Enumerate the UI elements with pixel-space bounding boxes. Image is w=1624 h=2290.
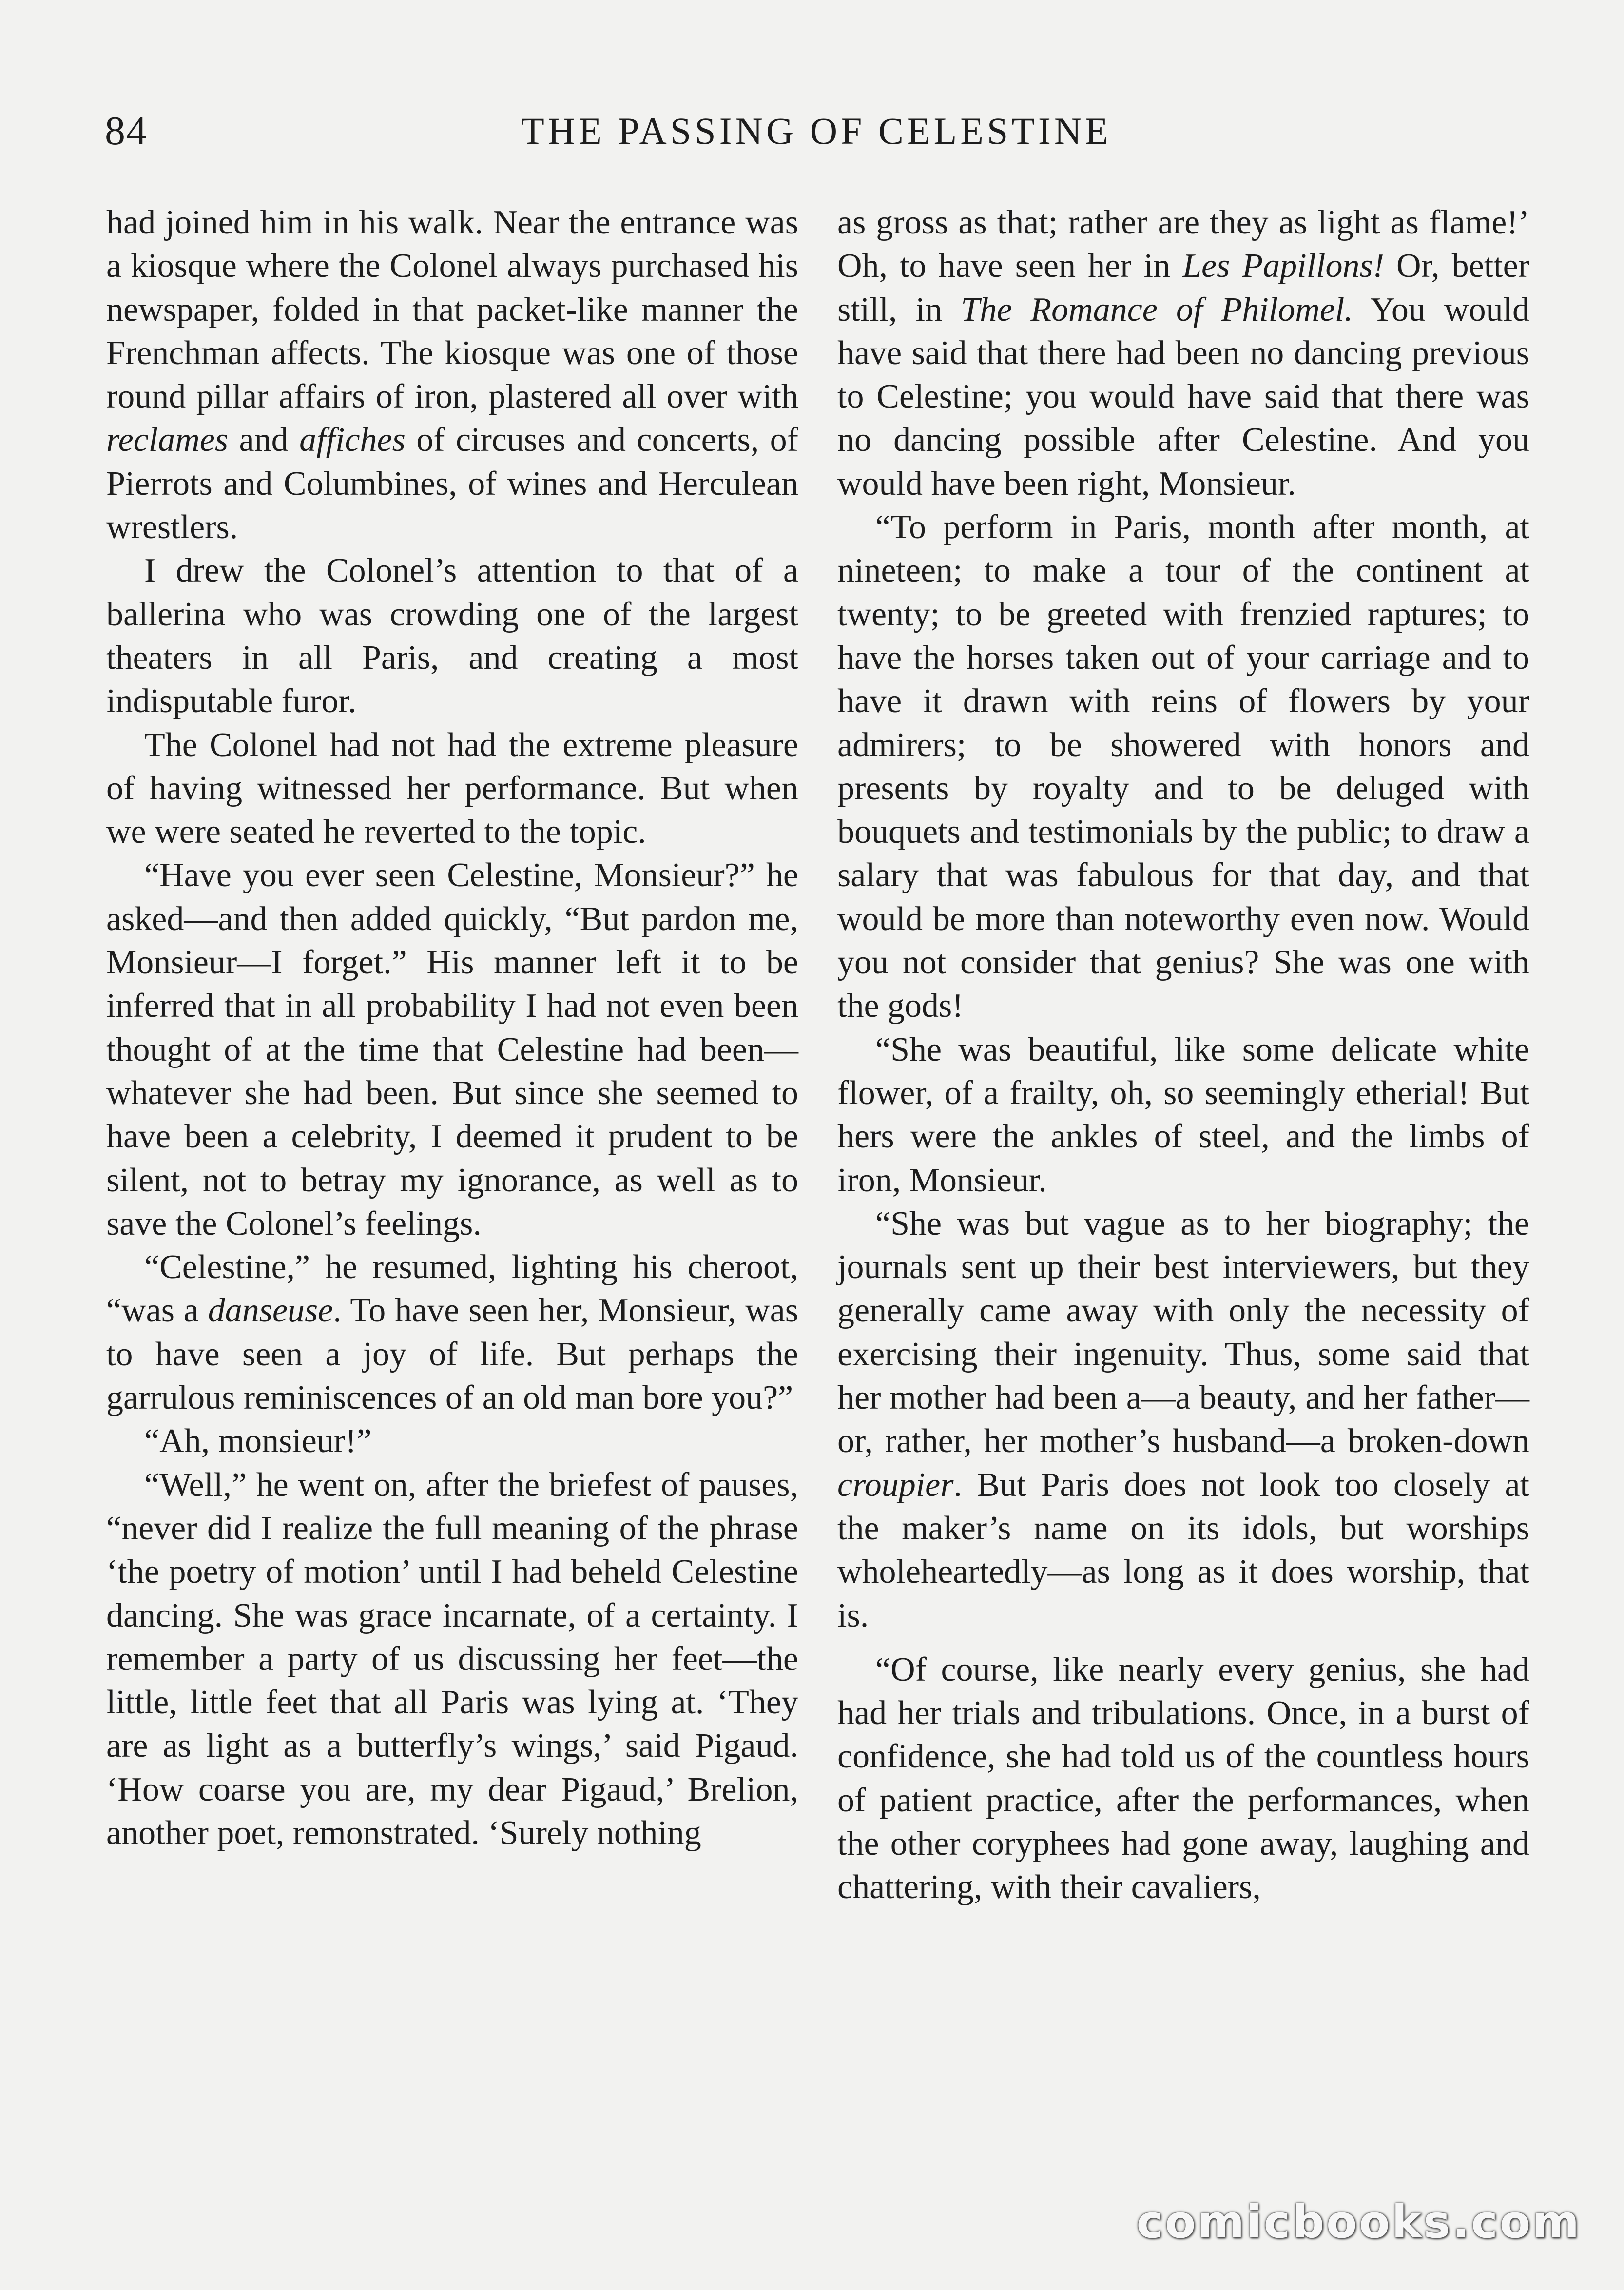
paragraph <box>106 1245 798 1419</box>
text-run: of circuses and concerts, of Pierrots and Columbines, of wines and Herculean wrestlers. <box>106 421 798 546</box>
text-run: I drew the Colonel’s attention to that of a ballerina who was crowding one of the largest theaters in all Paris, and creating a most indisputable furor. <box>106 552 798 720</box>
paragraph <box>837 1648 1529 1909</box>
text-run: “She was but vague as to her biography; the journals sent up their best interviewers, but they generally came away with only the necessity of exercising their ingenuity. Thus, some said that her mother had been a—a beauty, and her father—or, rather, her mother’s husband—a broken-down <box>837 1204 1529 1460</box>
text-run: had joined him in his walk. Near the entrance was a kiosque where the Colonel always purchased his newspaper, folded in that packet-like manner the Frenchman affects. The kiosque was one of those round pillar affairs of iron, plastered all over with <box>106 204 798 416</box>
paragraph <box>106 1419 798 1463</box>
page-number: 84 <box>105 108 148 154</box>
italic-text: reclames <box>106 421 229 459</box>
left-column <box>106 201 798 2219</box>
text-run: “Have you ever seen Celestine, Monsieur?” he asked—and then added quickly, “But pardon me, Monsieur—I forget.” His manner left it to be inferred that in all probability I had not even been thought of at the time that Celestine had been—whatever she had been. But since she seemed to have been a celebrity, I deemed it prudent to be silent, not to betray my ignorance, as well as to save the Colonel’s feelings. <box>106 856 798 1242</box>
italic-text: Les Papillons! <box>1182 247 1385 285</box>
italic-text: croupier <box>837 1466 954 1504</box>
text-run: The Colonel had not had the extreme pleasure of having witnessed her performance. But when we were seated he reverted to the topic. <box>106 726 798 851</box>
paragraph <box>837 505 1529 1028</box>
text-run: “She was beautiful, like some delicate white flower, of a frailty, oh, so seemingly etherial! But hers were the ankles of steel, and the limbs of iron, Monsieur. <box>837 1030 1529 1199</box>
text-run: as gross as that; rather are they as light as flame!’ Oh, to have seen her in <box>837 204 1529 285</box>
text-run: Or, better still, in <box>837 247 1529 329</box>
italic-text: affiches <box>299 421 406 459</box>
text-run: “Well,” he went on, after the briefest of pauses, “never did I realize the full meaning of the phrase ‘the poetry of motion’ until I had beheld Celestine dancing. She was grace incarnate, of a certainty. I remember a party of us discussing her feet—the little, little feet that all Paris was lying at. ‘They are as light as a butterfly’s wings,’ said Pigaud. ‘How coarse you are, my dear Pigaud,’ Brelion, another poet, remonstrated. ‘Surely nothing <box>106 1466 798 1852</box>
text-run: . But Paris does not look too closely at the maker’s name on its idols, but worships wholeheartedly—as long as it does worship, that is. <box>837 1466 1529 1634</box>
watermark-logo: comicbooks.com <box>1136 2196 1581 2248</box>
running-title: THE PASSING OF CELESTINE <box>521 110 1112 152</box>
text-run: “Ah, monsieur!” <box>144 1422 372 1460</box>
text-run: You would have said that there had been no dancing previous to Celestine; you would have said that there was no dancing possible after Celestine. And you would have been right, Monsieur. <box>837 291 1530 503</box>
text-run: “Celestine,” he resumed, lighting his cheroot, “was a <box>106 1248 798 1330</box>
paragraph <box>106 549 798 723</box>
text-run: “Of course, like nearly every genius, she had had her trials and tribulations. Once, in a burst of confidence, she had told us of the countless hours of patient practice, after the performances, when the other coryphees had gone away, laughing and chattering, with their cavaliers, <box>837 1650 1529 1906</box>
text-run: “To perform in Paris, month after month, at nineteen; to make a tour of the continent at twenty; to be greeted with frenzied raptures; to have the horses taken out of your carriage and to have it drawn with reins of flowers by your admirers; to be showered with honors and presents by royalty and to be deluged with bouquets and testimonials by the public; to draw a salary that was fabulous for that day, and that would be more than noteworthy even now. Would you not consider that genius? She was one with the gods! <box>837 508 1529 1025</box>
italic-text: The Romance of Philomel. <box>961 291 1353 329</box>
paragraph <box>837 1202 1529 1637</box>
paragraph <box>106 723 798 854</box>
paragraph <box>106 201 798 549</box>
text-run: and <box>228 421 300 459</box>
text-run: . To have seen her, Monsieur, was to have seen a joy of life. But perhaps the garrulous reminiscences of an old man bore you?” <box>106 1292 798 1417</box>
paragraph <box>106 1463 798 1855</box>
paragraph <box>837 201 1529 505</box>
paragraph <box>106 854 798 1245</box>
paragraph <box>837 1028 1529 1202</box>
right-column <box>837 201 1529 2219</box>
page-header <box>105 104 1528 158</box>
italic-text: danseuse <box>208 1292 333 1330</box>
